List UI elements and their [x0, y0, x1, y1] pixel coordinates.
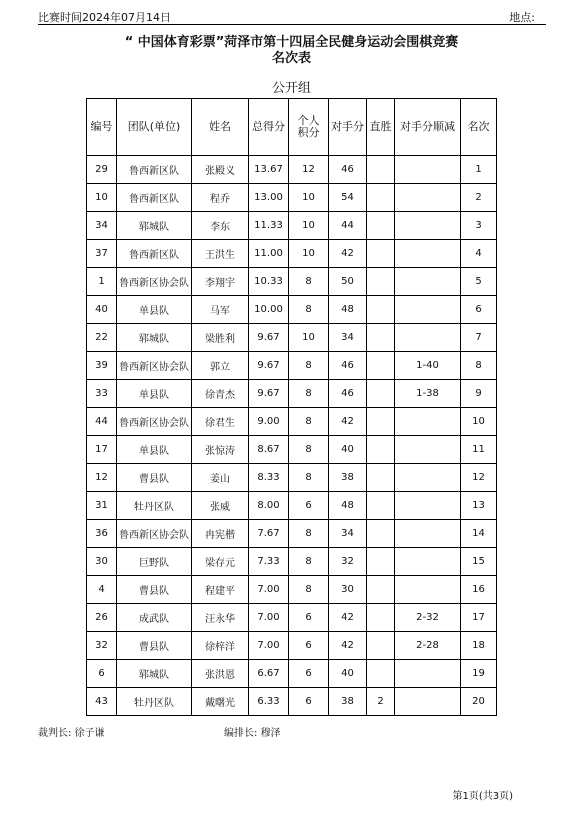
cell-total: 7.67	[249, 520, 289, 548]
cell-direct	[367, 520, 395, 548]
cell-reduced: 1-38	[395, 380, 461, 408]
cell-team: 曹县队	[117, 632, 192, 660]
cell-direct	[367, 296, 395, 324]
cell-name: 张洪恩	[192, 660, 249, 688]
ranking-table	[86, 98, 497, 716]
cell-number: 40	[87, 296, 117, 324]
cell-rank: 3	[461, 212, 497, 240]
cell-team: 曹县队	[117, 464, 192, 492]
cell-name: 王洪生	[192, 240, 249, 268]
cell-reduced	[395, 660, 461, 688]
cell-opponent: 42	[329, 408, 367, 436]
cell-rank: 2	[461, 184, 497, 212]
cell-rank: 19	[461, 660, 497, 688]
cell-reduced: 2-32	[395, 604, 461, 632]
cell-rank: 8	[461, 352, 497, 380]
cell-name: 戴曙光	[192, 688, 249, 716]
cell-name: 程建平	[192, 576, 249, 604]
cell-name: 徐君生	[192, 408, 249, 436]
cell-reduced: 1-40	[395, 352, 461, 380]
cell-direct	[367, 632, 395, 660]
col-rank: 名次	[461, 99, 497, 156]
cell-direct	[367, 464, 395, 492]
cell-team: 鲁西新区协会队	[117, 520, 192, 548]
cell-opponent: 46	[329, 352, 367, 380]
cell-reduced	[395, 464, 461, 492]
cell-team: 牡丹区队	[117, 492, 192, 520]
cell-total: 6.67	[249, 660, 289, 688]
header-divider	[38, 24, 546, 25]
chief-referee: 裁判长: 徐子谦	[38, 728, 105, 739]
cell-rank: 16	[461, 576, 497, 604]
cell-reduced	[395, 268, 461, 296]
table-row	[87, 184, 497, 212]
cell-total: 7.33	[249, 548, 289, 576]
table-row	[87, 688, 497, 716]
cell-opponent: 50	[329, 268, 367, 296]
cell-rank: 12	[461, 464, 497, 492]
cell-team: 鲁西新区队	[117, 156, 192, 184]
cell-team: 牡丹区队	[117, 688, 192, 716]
cell-personal: 10	[289, 212, 329, 240]
table-row	[87, 492, 497, 520]
cell-rank: 13	[461, 492, 497, 520]
table-row	[87, 408, 497, 436]
cell-personal: 8	[289, 548, 329, 576]
cell-number: 39	[87, 352, 117, 380]
cell-direct	[367, 660, 395, 688]
cell-reduced	[395, 576, 461, 604]
cell-team: 鲁西新区协会队	[117, 352, 192, 380]
cell-personal: 6	[289, 660, 329, 688]
cell-team: 单县队	[117, 296, 192, 324]
cell-total: 10.00	[249, 296, 289, 324]
cell-personal: 10	[289, 184, 329, 212]
table-row	[87, 464, 497, 492]
cell-opponent: 38	[329, 464, 367, 492]
cell-personal: 8	[289, 520, 329, 548]
cell-opponent: 34	[329, 520, 367, 548]
cell-total: 8.67	[249, 436, 289, 464]
title-line-2: 名次表	[271, 51, 311, 66]
cell-team: 郓城队	[117, 660, 192, 688]
cell-reduced	[395, 296, 461, 324]
cell-opponent: 48	[329, 296, 367, 324]
cell-rank: 10	[461, 408, 497, 436]
cell-name: 李东	[192, 212, 249, 240]
cell-number: 4	[87, 576, 117, 604]
cell-name: 张殿义	[192, 156, 249, 184]
cell-personal: 8	[289, 464, 329, 492]
cell-reduced	[395, 492, 461, 520]
cell-name: 张惊涛	[192, 436, 249, 464]
cell-opponent: 32	[329, 548, 367, 576]
table-row	[87, 212, 497, 240]
cell-number: 44	[87, 408, 117, 436]
cell-total: 11.00	[249, 240, 289, 268]
cell-direct	[367, 240, 395, 268]
cell-name: 汪永华	[192, 604, 249, 632]
cell-personal: 8	[289, 352, 329, 380]
cell-name: 冉宪楷	[192, 520, 249, 548]
cell-personal: 8	[289, 576, 329, 604]
cell-rank: 5	[461, 268, 497, 296]
col-opponent-points: 对手分	[329, 99, 367, 156]
page-number: 第1页(共3页)	[452, 791, 513, 802]
cell-number: 33	[87, 380, 117, 408]
cell-direct	[367, 436, 395, 464]
cell-number: 6	[87, 660, 117, 688]
cell-direct	[367, 156, 395, 184]
cell-reduced	[395, 212, 461, 240]
cell-number: 29	[87, 156, 117, 184]
cell-opponent: 46	[329, 156, 367, 184]
cell-total: 13.00	[249, 184, 289, 212]
cell-personal: 10	[289, 240, 329, 268]
cell-personal: 8	[289, 436, 329, 464]
cell-personal: 12	[289, 156, 329, 184]
cell-rank: 18	[461, 632, 497, 660]
cell-name: 马军	[192, 296, 249, 324]
cell-number: 36	[87, 520, 117, 548]
table-row	[87, 632, 497, 660]
cell-direct	[367, 408, 395, 436]
cell-name: 李翔宇	[192, 268, 249, 296]
cell-opponent: 40	[329, 660, 367, 688]
table-row	[87, 576, 497, 604]
cell-number: 17	[87, 436, 117, 464]
cell-name: 徐青杰	[192, 380, 249, 408]
cell-opponent: 44	[329, 212, 367, 240]
cell-personal: 8	[289, 408, 329, 436]
cell-number: 26	[87, 604, 117, 632]
col-total: 总得分	[249, 99, 289, 156]
cell-rank: 17	[461, 604, 497, 632]
cell-rank: 11	[461, 436, 497, 464]
table-row	[87, 660, 497, 688]
col-team: 团队(单位)	[117, 99, 192, 156]
cell-total: 9.00	[249, 408, 289, 436]
col-direct-win: 直胜	[367, 99, 395, 156]
cell-total: 9.67	[249, 324, 289, 352]
col-opp-points-reduced: 对手分顺减	[395, 99, 461, 156]
col-number: 编号	[87, 99, 117, 156]
cell-rank: 14	[461, 520, 497, 548]
chief-arranger: 编排长: 穆泽	[224, 728, 281, 739]
cell-personal: 8	[289, 380, 329, 408]
table-row	[87, 240, 497, 268]
cell-direct	[367, 268, 395, 296]
cell-rank: 6	[461, 296, 497, 324]
cell-number: 1	[87, 268, 117, 296]
cell-opponent: 42	[329, 604, 367, 632]
table-row	[87, 520, 497, 548]
cell-rank: 15	[461, 548, 497, 576]
cell-team: 巨野队	[117, 548, 192, 576]
cell-team: 鲁西新区队	[117, 184, 192, 212]
cell-reduced	[395, 436, 461, 464]
cell-number: 43	[87, 688, 117, 716]
cell-direct	[367, 324, 395, 352]
cell-personal: 10	[289, 324, 329, 352]
col-name: 姓名	[192, 99, 249, 156]
table-row	[87, 296, 497, 324]
cell-team: 成武队	[117, 604, 192, 632]
table-row	[87, 548, 497, 576]
cell-personal: 6	[289, 632, 329, 660]
col-personal-points: 个人积分	[289, 99, 329, 156]
cell-reduced	[395, 156, 461, 184]
cell-direct	[367, 576, 395, 604]
table-row	[87, 324, 497, 352]
cell-direct	[367, 352, 395, 380]
cell-reduced: 2-28	[395, 632, 461, 660]
cell-opponent: 54	[329, 184, 367, 212]
cell-name: 梁胜利	[192, 324, 249, 352]
cell-team: 单县队	[117, 436, 192, 464]
cell-number: 34	[87, 212, 117, 240]
cell-reduced	[395, 240, 461, 268]
table-header-row	[87, 99, 497, 156]
table-row	[87, 604, 497, 632]
cell-name: 姜山	[192, 464, 249, 492]
cell-total: 9.67	[249, 352, 289, 380]
cell-direct	[367, 548, 395, 576]
cell-team: 鲁西新区协会队	[117, 268, 192, 296]
cell-number: 37	[87, 240, 117, 268]
cell-number: 30	[87, 548, 117, 576]
table-row	[87, 380, 497, 408]
table-row	[87, 268, 497, 296]
cell-opponent: 42	[329, 632, 367, 660]
cell-opponent: 38	[329, 688, 367, 716]
cell-total: 13.67	[249, 156, 289, 184]
cell-direct	[367, 212, 395, 240]
cell-direct: 2	[367, 688, 395, 716]
cell-name: 张威	[192, 492, 249, 520]
table-row	[87, 156, 497, 184]
cell-personal: 6	[289, 492, 329, 520]
cell-rank: 1	[461, 156, 497, 184]
cell-name: 徐梓洋	[192, 632, 249, 660]
cell-total: 7.00	[249, 576, 289, 604]
cell-total: 9.67	[249, 380, 289, 408]
cell-team: 单县队	[117, 380, 192, 408]
cell-personal: 8	[289, 268, 329, 296]
location-label: 地点:	[509, 11, 535, 24]
title-line-1: “ 中国体育彩票”菏泽市第十四届全民健身运动会围棋竞赛	[124, 35, 459, 50]
match-date: 比赛时间2024年07月14日	[38, 11, 171, 24]
cell-rank: 7	[461, 324, 497, 352]
cell-personal: 8	[289, 296, 329, 324]
cell-total: 7.00	[249, 632, 289, 660]
cell-opponent: 30	[329, 576, 367, 604]
group-name: 公开组	[271, 81, 311, 96]
cell-team: 鲁西新区队	[117, 240, 192, 268]
cell-rank: 9	[461, 380, 497, 408]
cell-number: 12	[87, 464, 117, 492]
cell-reduced	[395, 408, 461, 436]
cell-personal: 6	[289, 688, 329, 716]
cell-reduced	[395, 688, 461, 716]
cell-team: 郓城队	[117, 212, 192, 240]
cell-total: 6.33	[249, 688, 289, 716]
cell-personal: 6	[289, 604, 329, 632]
cell-reduced	[395, 548, 461, 576]
cell-opponent: 34	[329, 324, 367, 352]
cell-name: 程乔	[192, 184, 249, 212]
cell-direct	[367, 184, 395, 212]
cell-total: 11.33	[249, 212, 289, 240]
cell-number: 31	[87, 492, 117, 520]
cell-direct	[367, 380, 395, 408]
cell-rank: 4	[461, 240, 497, 268]
cell-number: 32	[87, 632, 117, 660]
cell-total: 8.00	[249, 492, 289, 520]
cell-opponent: 42	[329, 240, 367, 268]
cell-opponent: 48	[329, 492, 367, 520]
cell-number: 10	[87, 184, 117, 212]
cell-total: 10.33	[249, 268, 289, 296]
cell-direct	[367, 604, 395, 632]
cell-reduced	[395, 520, 461, 548]
cell-team: 曹县队	[117, 576, 192, 604]
cell-name: 郭立	[192, 352, 249, 380]
document-title	[0, 35, 583, 67]
cell-direct	[367, 492, 395, 520]
cell-total: 7.00	[249, 604, 289, 632]
cell-opponent: 40	[329, 436, 367, 464]
cell-rank: 20	[461, 688, 497, 716]
cell-reduced	[395, 184, 461, 212]
cell-total: 8.33	[249, 464, 289, 492]
table-row	[87, 436, 497, 464]
cell-reduced	[395, 324, 461, 352]
table-row	[87, 352, 497, 380]
cell-number: 22	[87, 324, 117, 352]
cell-team: 鲁西新区协会队	[117, 408, 192, 436]
cell-opponent: 46	[329, 380, 367, 408]
cell-team: 郓城队	[117, 324, 192, 352]
cell-name: 梁存元	[192, 548, 249, 576]
